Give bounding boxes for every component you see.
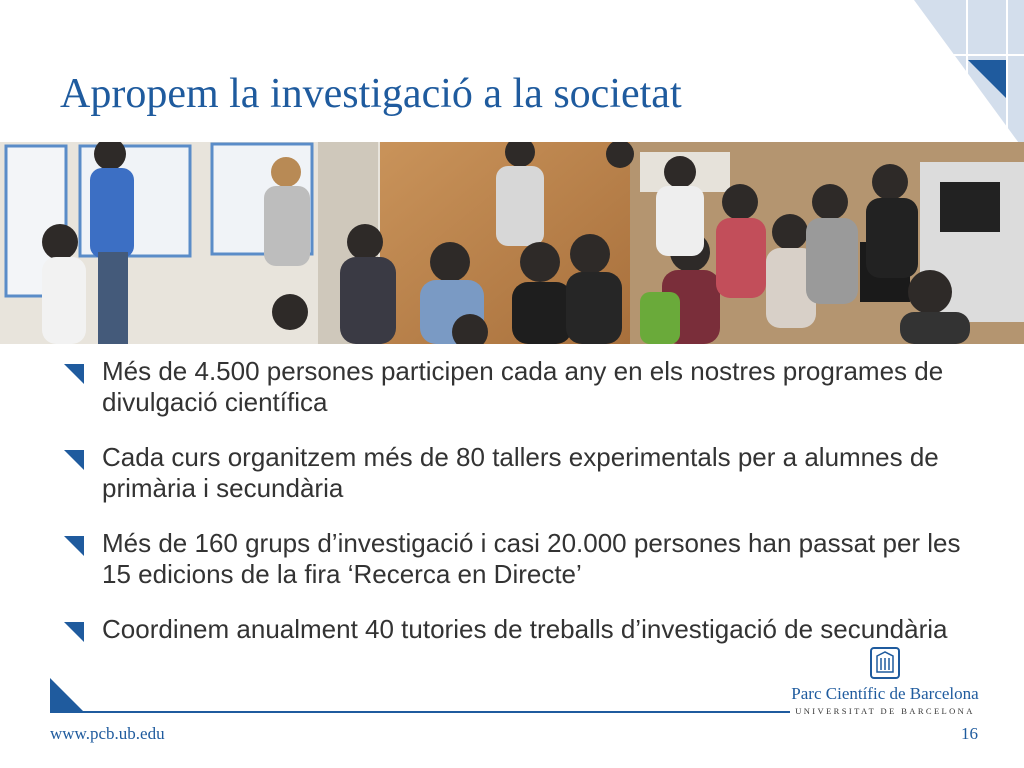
triangle-bullet-icon xyxy=(64,622,84,642)
logo-subtitle: UNIVERSITAT DE BARCELONA xyxy=(795,706,975,716)
university-emblem-icon xyxy=(869,646,901,682)
triangle-bullet-icon xyxy=(64,450,84,470)
bullet-text: Cada curs organitzem més de 80 tallers experimentals per a alumnes de primària i secundària xyxy=(102,442,939,503)
footer-url-link[interactable]: www.pcb.ub.edu xyxy=(50,724,165,743)
science-fair-photo xyxy=(0,142,1024,344)
bullet-text: Més de 4.500 persones participen cada any en els nostres programes de divulgació científica xyxy=(102,356,944,417)
page-number: 16 xyxy=(961,724,978,743)
slide-title: Apropem la investigació a la societat xyxy=(60,71,682,117)
bullet-item xyxy=(64,442,984,504)
triangle-bullet-icon xyxy=(64,536,84,556)
bullet-text: Més de 160 grups d’investigació i casi 20.000 persones han passat per les 15 edicions de la fira ‘Recerca en Directe’ xyxy=(102,528,961,589)
corner-decoration xyxy=(874,0,1024,150)
pcb-logo xyxy=(780,646,990,722)
triangle-bullet-icon xyxy=(64,364,84,384)
bullet-item xyxy=(64,528,984,590)
bullet-list xyxy=(64,356,984,669)
bullet-item xyxy=(64,356,984,418)
bullet-item xyxy=(64,614,984,645)
footer-divider xyxy=(50,711,790,713)
logo-name: Parc Científic de Barcelona xyxy=(791,684,979,703)
bullet-text: Coordinem anualment 40 tutories de treballs d’investigació de secundària xyxy=(102,614,948,644)
footer-triangle-decoration xyxy=(50,678,84,712)
